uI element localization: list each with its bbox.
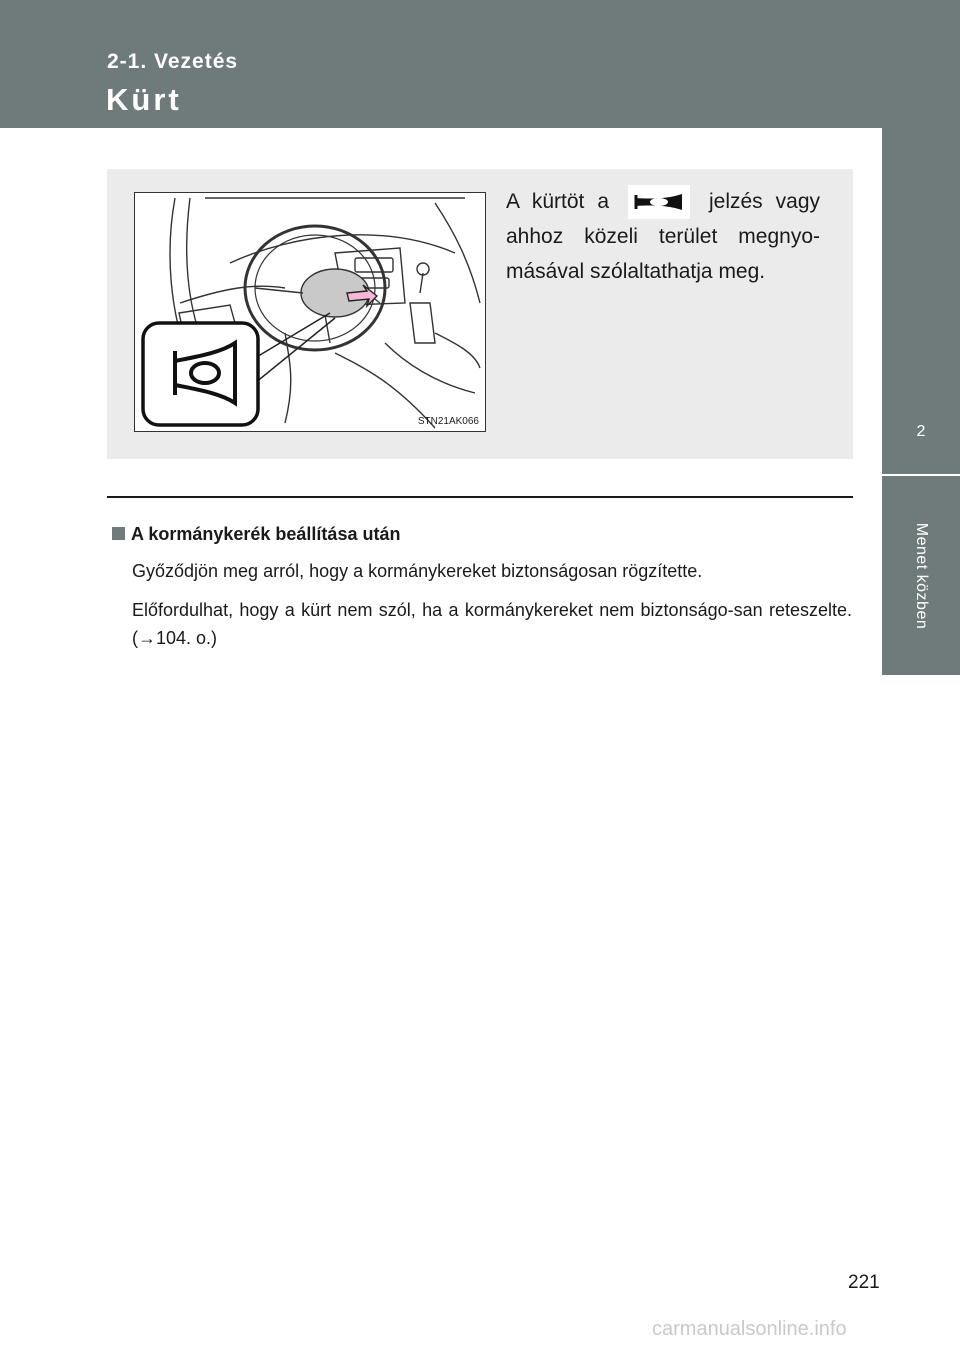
page-title: Kürt: [106, 82, 182, 117]
horn-instruction: [506, 184, 820, 289]
steering-wheel-drawing: [135, 193, 485, 431]
chapter-tab[interactable]: [882, 128, 960, 474]
chapter-title: Menet közben: [913, 522, 930, 629]
steering-wheel-illustration: [134, 192, 486, 432]
section-divider: [107, 496, 853, 498]
note-paragraph-1: Győződjön meg arról, hogy a kormánykereket biztonságosan rögzítette.: [132, 561, 703, 581]
note-heading: [112, 524, 400, 545]
page-number: 221: [848, 1272, 880, 1293]
chapter-title-tab[interactable]: [882, 476, 960, 675]
note-paragraph-2: Előfordulhat, hogy a kürt nem szól, ha a kormánykereket nem biztonságo-san reteszelte. (→104. o.): [132, 600, 852, 648]
note-heading-text: A kormánykerék beállítása után: [131, 524, 401, 544]
watermark: carmanualsonline.info: [652, 1318, 847, 1340]
instruction-text-1: A kürtöt a: [506, 190, 609, 213]
chapter-number: 2: [916, 423, 926, 440]
image-code: STN21AK066: [417, 416, 479, 427]
page-header: [0, 0, 960, 128]
square-bullet-icon: [112, 527, 125, 540]
instruction-text-2: jelzés vagy ahhoz közeli terület megnyo-másával szólaltathatja meg.: [506, 190, 820, 284]
horn-icon: [628, 185, 690, 219]
section-label: 2-1. Vezetés: [107, 50, 239, 73]
